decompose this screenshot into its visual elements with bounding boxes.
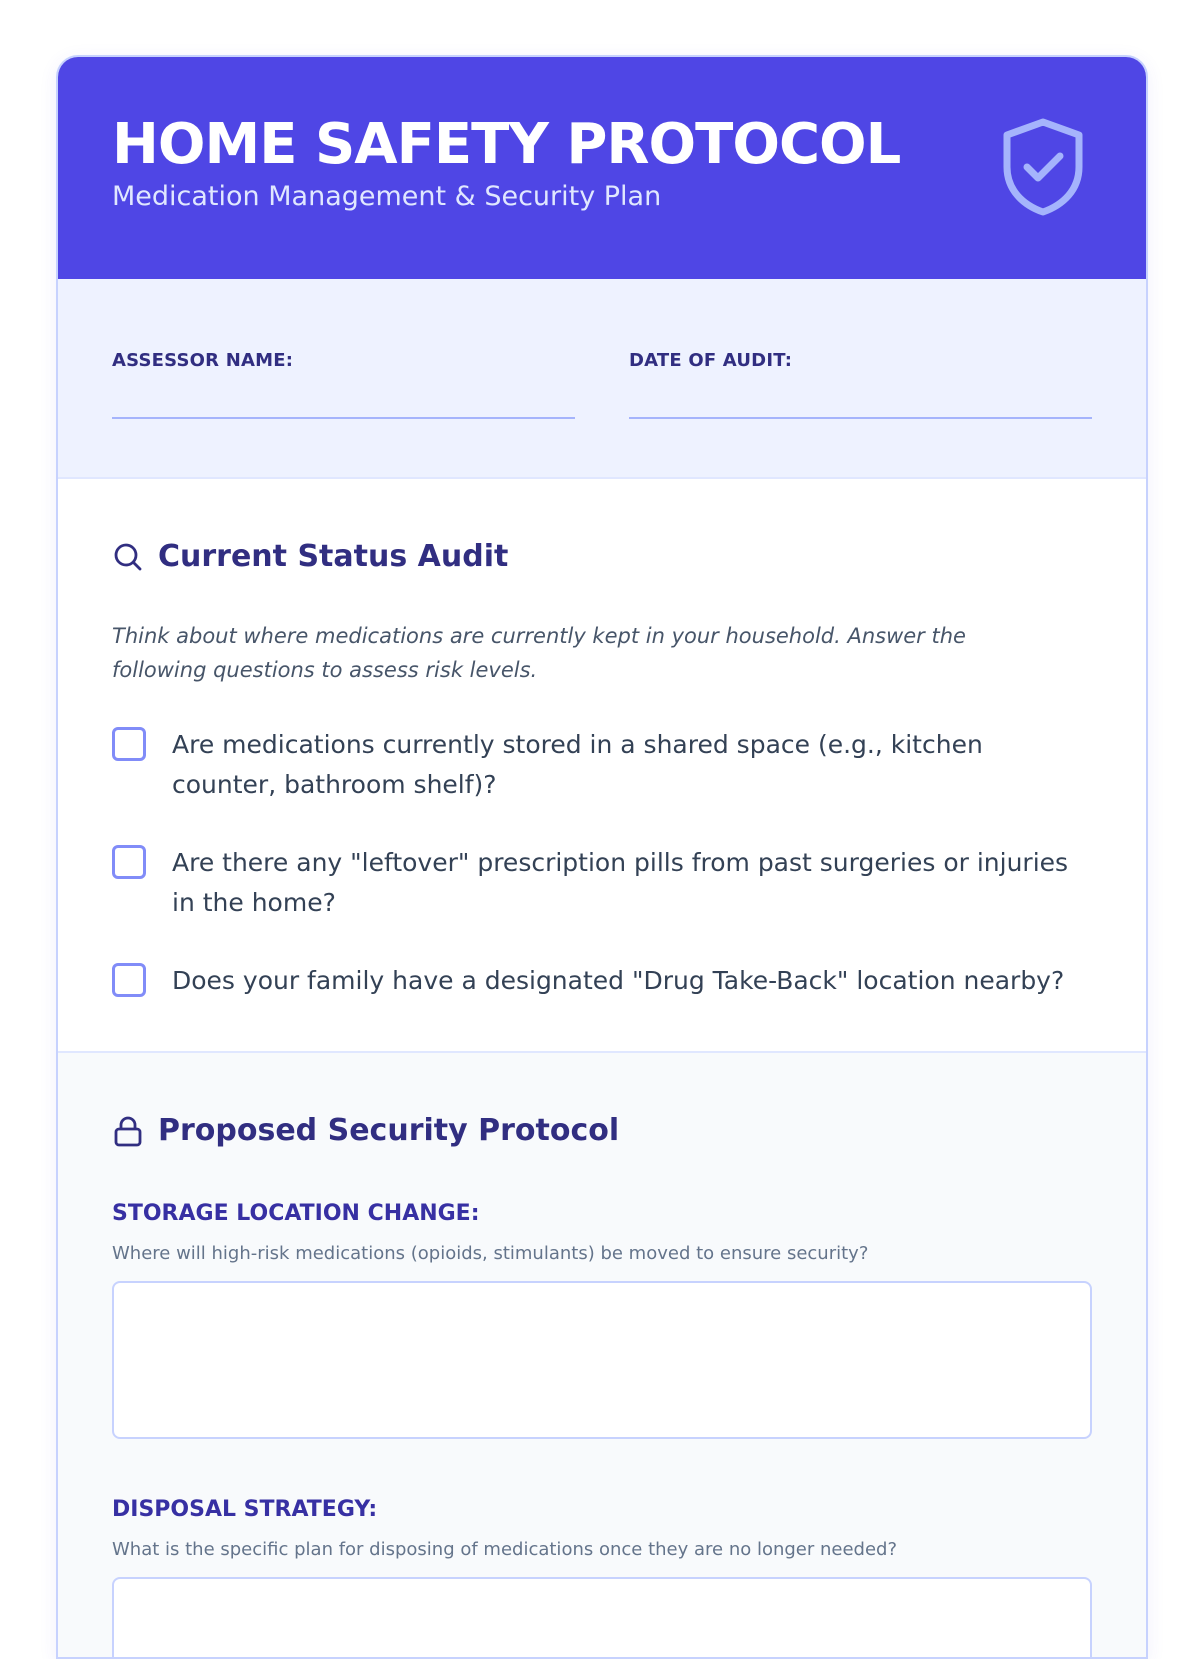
safety-protocol-card xyxy=(56,55,1148,1659)
checklist-item[interactable] xyxy=(112,961,1092,1001)
current-status-audit-section xyxy=(58,479,1146,1053)
assessor-field xyxy=(112,349,575,477)
audit-heading xyxy=(112,537,1092,577)
protocol-title: Proposed Security Protocol xyxy=(158,1113,620,1148)
page-subtitle: Medication Management & Security Plan xyxy=(112,181,662,212)
date-field xyxy=(629,349,1092,477)
checkbox[interactable] xyxy=(112,727,146,761)
lock-icon xyxy=(112,1115,144,1147)
header xyxy=(58,57,1146,279)
assessor-name-input[interactable] xyxy=(112,417,575,419)
disposal-strategy-textarea[interactable] xyxy=(112,1577,1092,1659)
audit-meta xyxy=(58,279,1146,479)
audit-title: Current Status Audit xyxy=(158,539,509,574)
disposal-strategy-help: What is the specific plan for disposing of medications once they are no longer needed? xyxy=(112,1539,898,1560)
checkbox[interactable] xyxy=(112,963,146,997)
disposal-strategy-label: DISPOSAL STRATEGY: xyxy=(112,1497,378,1522)
proposed-security-protocol-section xyxy=(58,1053,1146,1659)
checkbox[interactable] xyxy=(112,845,146,879)
audit-date-input[interactable] xyxy=(629,417,1092,419)
shield-check-icon xyxy=(1000,117,1086,217)
storage-location-textarea[interactable] xyxy=(112,1281,1092,1439)
date-label: DATE OF AUDIT: xyxy=(629,350,793,371)
storage-location-label: STORAGE LOCATION CHANGE: xyxy=(112,1201,480,1226)
checklist-item-text: Does your family have a designated "Drug Take-Back" location nearby? xyxy=(172,966,1065,995)
checklist-item-text: Are medications currently stored in a shared space (e.g., kitchen counter, bathroom shelf)? xyxy=(172,730,983,799)
storage-location-help: Where will high-risk medications (opioids, stimulants) be moved to ensure security? xyxy=(112,1243,869,1264)
page-title: HOME SAFETY PROTOCOL xyxy=(112,112,901,177)
protocol-heading xyxy=(112,1111,1092,1151)
assessor-label: ASSESSOR NAME: xyxy=(112,350,294,371)
audit-instructions: Think about where medications are currently kept in your household. Answer the following questions to assess risk levels. xyxy=(112,624,966,682)
search-icon xyxy=(112,541,144,573)
checklist-item[interactable] xyxy=(112,843,1092,923)
checklist-item-text: Are there any "leftover" prescription pills from past surgeries or injuries in the home? xyxy=(172,848,1069,917)
checklist-item[interactable] xyxy=(112,725,1092,805)
